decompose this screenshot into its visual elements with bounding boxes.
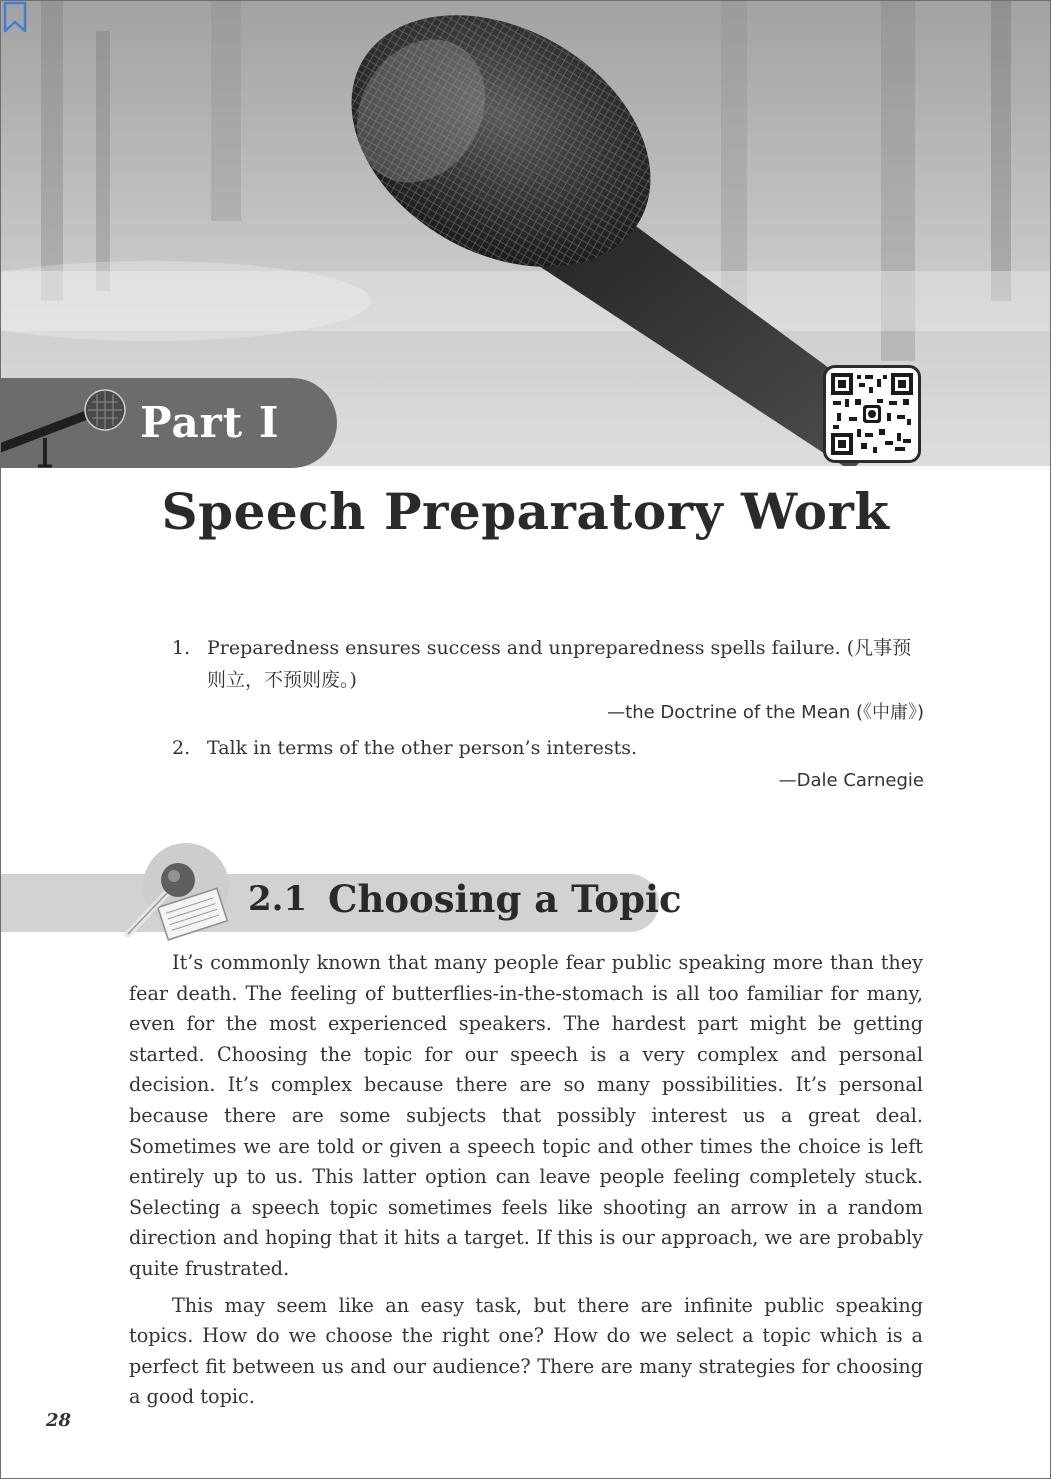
qr-code[interactable] (823, 365, 921, 463)
quote-number: 2. (172, 737, 191, 759)
quote-source: —Dale Carnegie (778, 770, 924, 791)
paragraph: This may seem like an easy task, but there are infinite public speaking topics. How do we choose the right one? How do we select a topic which is a perfect fit between us and our audience? There are many strategies for choosing a good topic. (129, 1293, 923, 1409)
section-title: Choosing a Topic (328, 877, 682, 921)
microphone-icon (0, 388, 135, 468)
body-text (129, 948, 923, 1419)
microphone-notepad-icon (120, 856, 230, 942)
page-title: Speech Preparatory Work (161, 482, 890, 541)
quote-item (172, 632, 924, 696)
bookmark-icon[interactable] (1, 1, 29, 35)
quote-item (172, 732, 924, 764)
page-number: 28 (46, 1410, 72, 1431)
part-label: Part I (140, 398, 280, 447)
quote-source: —the Doctrine of the Mean (《中庸》) (607, 702, 924, 723)
paragraph: It’s commonly known that many people fear public speaking more than they fear death. The feeling of butterflies-in-the-stomach is all too familiar for many, even for the most experienced speakers. The hardest part might be getting started. Choosing the topic for our speech is a very complex and personal decision. It’s complex because there are so many possibilities. It’s personal because there are some subjects that possibly interest us a great deal. Sometimes we are told or given a speech topic and other times the choice is left entirely up to us. This latter option can leave people feeling completely stuck. Selecting a speech topic sometimes feels like shooting an arrow in a random direction and hoping that it hits a target. If this is our approach, we are probably quite frustrated. (129, 951, 923, 1280)
quote-number: 1. (172, 637, 191, 659)
quote-text: Preparedness ensures success and unpreparedness spells failure. (凡事预则立，不预则废。) (207, 637, 912, 691)
qr-pattern (831, 373, 913, 455)
quote-text: Talk in terms of the other person’s interests. (207, 737, 638, 759)
epigraph-quotes (172, 632, 924, 800)
section-number: 2.1 (248, 879, 308, 919)
